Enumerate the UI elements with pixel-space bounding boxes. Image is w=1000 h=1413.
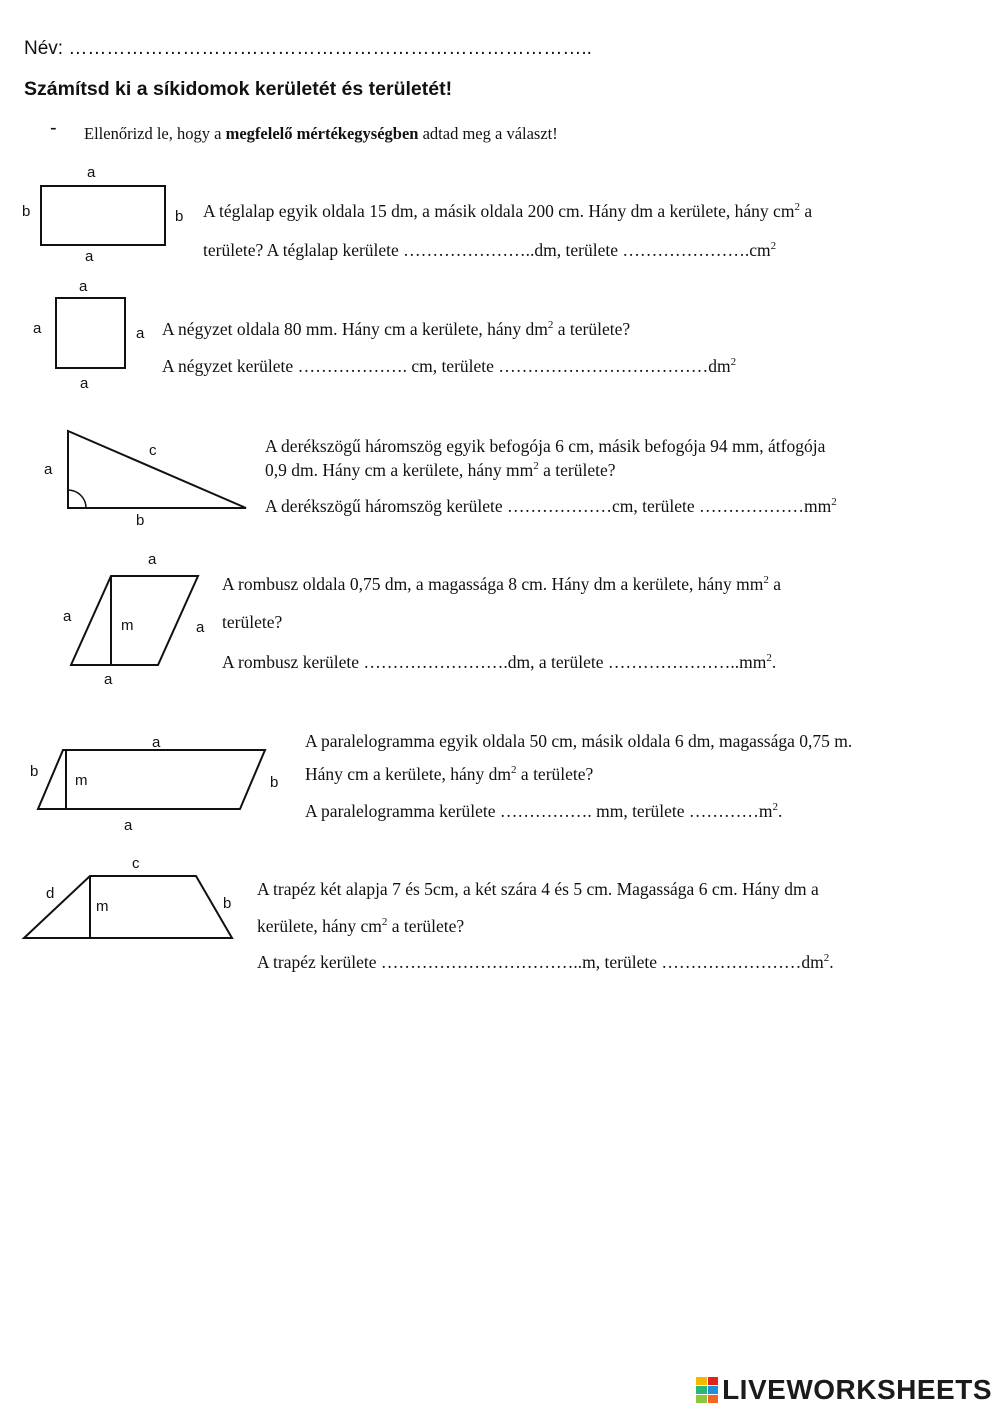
rectangle-question: A téglalap egyik oldala 15 dm, a másik oldala 200 cm. Hány dm a kerülete, hány $cm^2$ a bbox=[203, 201, 813, 221]
triangle-answer-line[interactable]: A derékszögű háromszög kerülete ………………cm, területe $\dots\dots\dots\dots\dots\dots mm^2$ bbox=[265, 496, 837, 516]
trapezoid-label-left: d bbox=[46, 885, 55, 902]
triangle-label-c: c bbox=[149, 442, 157, 459]
liveworksheets-logo[interactable] bbox=[696, 1374, 992, 1406]
triangle-label-b: b bbox=[136, 512, 145, 529]
rhombus-question-line2: területe? bbox=[222, 612, 283, 632]
square-label-bottom: a bbox=[80, 375, 89, 392]
note-emphasis: megfelelő mértékegységben bbox=[225, 124, 419, 143]
parallelogram-label-left: b bbox=[30, 763, 39, 780]
parallelogram-shape bbox=[38, 750, 265, 809]
name-label: Név: bbox=[24, 38, 64, 59]
parallelogram-label-top: a bbox=[152, 734, 161, 751]
square-question: A négyzet oldala 80 mm. Hány cm a kerülete, hány $dm^2$ a területe? bbox=[162, 319, 631, 339]
parallelogram-answer-line[interactable]: A paralelogramma kerülete ……………. mm, területe $\dots\dots\dots\dots m^2$. bbox=[305, 801, 783, 821]
square-shape bbox=[56, 298, 125, 368]
square-label-right: a bbox=[136, 325, 145, 342]
triangle-label-a: a bbox=[44, 461, 53, 478]
rhombus-label-left: a bbox=[63, 608, 72, 625]
instruction-note: Ellenőrizd le, hogy a megfelelő mértékegységben adtad meg a választ! bbox=[84, 124, 558, 143]
note-dash: - bbox=[50, 117, 57, 139]
trapezoid-question-line1: A trapéz két alapja 7 és 5cm, a két szára 4 és 5 cm. Magassága 6 cm. Hány dm a bbox=[257, 879, 819, 899]
page-title: Számítsd ki a síkidomok kerületét és területét! bbox=[24, 78, 453, 100]
parallelogram-label-right: b bbox=[270, 774, 279, 791]
rhombus-label-top: a bbox=[148, 551, 157, 568]
rect-label-left: b bbox=[22, 203, 31, 220]
trapezoid-question-line2: kerülete, hány $cm^2$ a területe? bbox=[257, 916, 465, 936]
rhombus-label-right: a bbox=[196, 619, 205, 636]
logo-tile bbox=[708, 1386, 719, 1394]
rhombus-label-bottom: a bbox=[104, 671, 113, 688]
parallelogram-label-height: m bbox=[75, 772, 88, 789]
logo-mark-icon bbox=[696, 1377, 718, 1403]
rectangle-shape bbox=[41, 186, 165, 245]
logo-text: LIVEWORKSHEETS bbox=[722, 1374, 992, 1405]
trapezoid-label-height: m bbox=[96, 898, 109, 915]
trapezoid-label-right: b bbox=[223, 895, 232, 912]
trapezoid-answer-line[interactable]: A trapéz kerülete ……………………………..m, területe $\dots\dots\dots\dots\dots\dots\dots\dots dm^2$. bbox=[257, 952, 834, 972]
rect-label-top: a bbox=[87, 164, 96, 181]
square-label-left: a bbox=[33, 320, 42, 337]
rhombus-answer-line[interactable]: A rombusz kerülete …………………….dm, a területe $\dots\dots\dots\dots\dots\dots\dots..mm^2$. bbox=[222, 652, 777, 672]
trapezoid-shape bbox=[24, 876, 232, 938]
logo-tile bbox=[696, 1386, 707, 1394]
rhombus-label-height: m bbox=[121, 617, 134, 634]
logo-tile bbox=[708, 1395, 719, 1403]
right-angle-mark bbox=[68, 490, 86, 508]
square-label-top: a bbox=[79, 278, 88, 295]
name-dots: ……………………………………………………………………….. bbox=[68, 38, 592, 59]
parallelogram-question-line2: Hány cm a kerülete, hány $dm^2$ a területe? bbox=[305, 764, 594, 784]
logo-tile bbox=[708, 1377, 719, 1385]
trapezoid-label-top: c bbox=[132, 855, 140, 872]
triangle-question-line1: A derékszögű háromszög egyik befogója 6 cm, másik befogója 94 mm, átfogója bbox=[265, 436, 826, 456]
parallelogram-question-line1: A paralelogramma egyik oldala 50 cm, másik oldala 6 dm, magassága 0,75 m. bbox=[305, 731, 853, 751]
logo-tile bbox=[696, 1395, 707, 1403]
triangle-question-line2: 0,9 dm. Hány cm a kerülete, hány $mm^2$ a területe? bbox=[265, 460, 616, 480]
triangle-shape bbox=[68, 431, 246, 508]
rhombus-question-line1: A rombusz oldala 0,75 dm, a magassága 8 cm. Hány dm a kerülete, hány $mm^2$ a bbox=[222, 574, 782, 594]
logo-tile bbox=[696, 1377, 707, 1385]
parallelogram-label-bottom: a bbox=[124, 817, 133, 834]
rect-label-bottom: a bbox=[85, 248, 94, 265]
square-answer-line[interactable]: A négyzet kerülete ………………. cm, területe $\dots\dots\dots\dots\dots\dots\dots\dots\dots\dots\dots\dots dm^2$ bbox=[162, 356, 737, 376]
rect-label-right: b bbox=[175, 208, 184, 225]
rhombus-shape bbox=[71, 576, 198, 665]
rectangle-answer-line[interactable]: területe? A téglalap kerülete …………………..dm, területe $\dots\dots\dots\dots\dots\dots\dots.cm^2$ bbox=[203, 240, 777, 260]
